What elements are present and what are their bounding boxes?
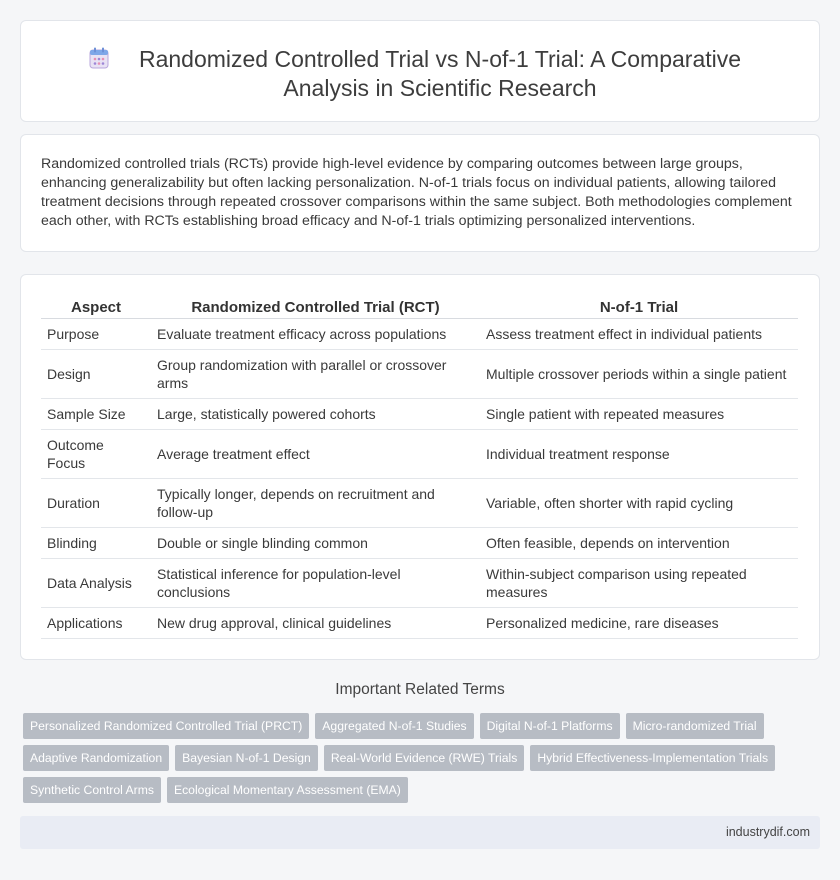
title-card bbox=[20, 20, 820, 122]
table-row bbox=[41, 607, 798, 638]
related-term-tag[interactable]: Synthetic Control Arms bbox=[23, 777, 161, 803]
header-n-of-1: N-of-1 Trial bbox=[480, 297, 798, 318]
rct-cell: Double or single blinding common bbox=[151, 527, 480, 558]
header-aspect: Aspect bbox=[41, 297, 151, 318]
footer-site-link[interactable]: industrydif.com bbox=[725, 825, 810, 839]
aspect-cell: Applications bbox=[41, 607, 151, 638]
n-of-1-cell: Within-subject comparison using repeated measures bbox=[480, 558, 798, 607]
rct-cell: Average treatment effect bbox=[151, 429, 480, 478]
page-title: Randomized Controlled Trial vs N-of-1 Trial: A Comparative Analysis in Scientific Research bbox=[138, 46, 742, 101]
related-terms-list bbox=[23, 713, 783, 809]
related-term-tag[interactable]: Real-World Evidence (RWE) Trials bbox=[324, 745, 524, 771]
related-term-tag[interactable]: Ecological Momentary Assessment (EMA) bbox=[167, 777, 408, 803]
aspect-cell: Purpose bbox=[41, 318, 151, 349]
table-row bbox=[41, 478, 798, 527]
n-of-1-cell: Single patient with repeated measures bbox=[480, 398, 798, 429]
related-term-tag[interactable]: Aggregated N-of-1 Studies bbox=[315, 713, 473, 739]
related-term-tag[interactable]: Bayesian N-of-1 Design bbox=[175, 745, 318, 771]
related-term-tag[interactable]: Digital N-of-1 Platforms bbox=[480, 713, 620, 739]
rct-cell: Group randomization with parallel or crossover arms bbox=[151, 349, 480, 398]
n-of-1-cell: Assess treatment effect in individual patients bbox=[480, 318, 798, 349]
intro-paragraph: Randomized controlled trials (RCTs) provide high-level evidence by comparing outcomes between large groups, enhancing generalizability but often lacking personalization. N-of-1 trials focus on individual patients, allowing tailored treatment decisions through repeated crossover comparisons within the same subject. Both methodologies complement each other, with RCTs establishing broad efficacy and N-of-1 trials optimizing personalized interventions. bbox=[41, 156, 792, 229]
related-term-tag[interactable]: Adaptive Randomization bbox=[23, 745, 169, 771]
n-of-1-cell: Individual treatment response bbox=[480, 429, 798, 478]
intro-card bbox=[20, 134, 820, 252]
comparison-card bbox=[20, 274, 820, 660]
rct-cell: New drug approval, clinical guidelines bbox=[151, 607, 480, 638]
n-of-1-cell: Often feasible, depends on intervention bbox=[480, 527, 798, 558]
related-terms-heading: Important Related Terms bbox=[335, 681, 505, 698]
rct-cell: Large, statistically powered cohorts bbox=[151, 398, 480, 429]
table-row bbox=[41, 527, 798, 558]
rct-cell: Statistical inference for population-level conclusions bbox=[151, 558, 480, 607]
aspect-cell: Outcome Focus bbox=[41, 429, 151, 478]
related-term-tag[interactable]: Hybrid Effectiveness-Implementation Trials bbox=[530, 745, 775, 771]
comparison-table bbox=[41, 297, 798, 639]
rct-cell: Evaluate treatment efficacy across populations bbox=[151, 318, 480, 349]
aspect-cell: Sample Size bbox=[41, 398, 151, 429]
table-row bbox=[41, 429, 798, 478]
n-of-1-cell: Multiple crossover periods within a single patient bbox=[480, 349, 798, 398]
aspect-cell: Design bbox=[41, 349, 151, 398]
n-of-1-cell: Personalized medicine, rare diseases bbox=[480, 607, 798, 638]
table-row bbox=[41, 558, 798, 607]
table-row bbox=[41, 318, 798, 349]
n-of-1-cell: Variable, often shorter with rapid cycling bbox=[480, 478, 798, 527]
aspect-cell: Blinding bbox=[41, 527, 151, 558]
table-row bbox=[41, 398, 798, 429]
table-header-row bbox=[41, 297, 798, 318]
aspect-cell: Duration bbox=[41, 478, 151, 527]
table-row bbox=[41, 349, 798, 398]
footer-bar bbox=[20, 816, 820, 849]
related-term-tag[interactable]: Micro-randomized Trial bbox=[626, 713, 764, 739]
rct-cell: Typically longer, depends on recruitment and follow-up bbox=[151, 478, 480, 527]
aspect-cell: Data Analysis bbox=[41, 558, 151, 607]
related-term-tag[interactable]: Personalized Randomized Controlled Trial (PRCT) bbox=[23, 713, 309, 739]
header-rct: Randomized Controlled Trial (RCT) bbox=[151, 297, 480, 318]
